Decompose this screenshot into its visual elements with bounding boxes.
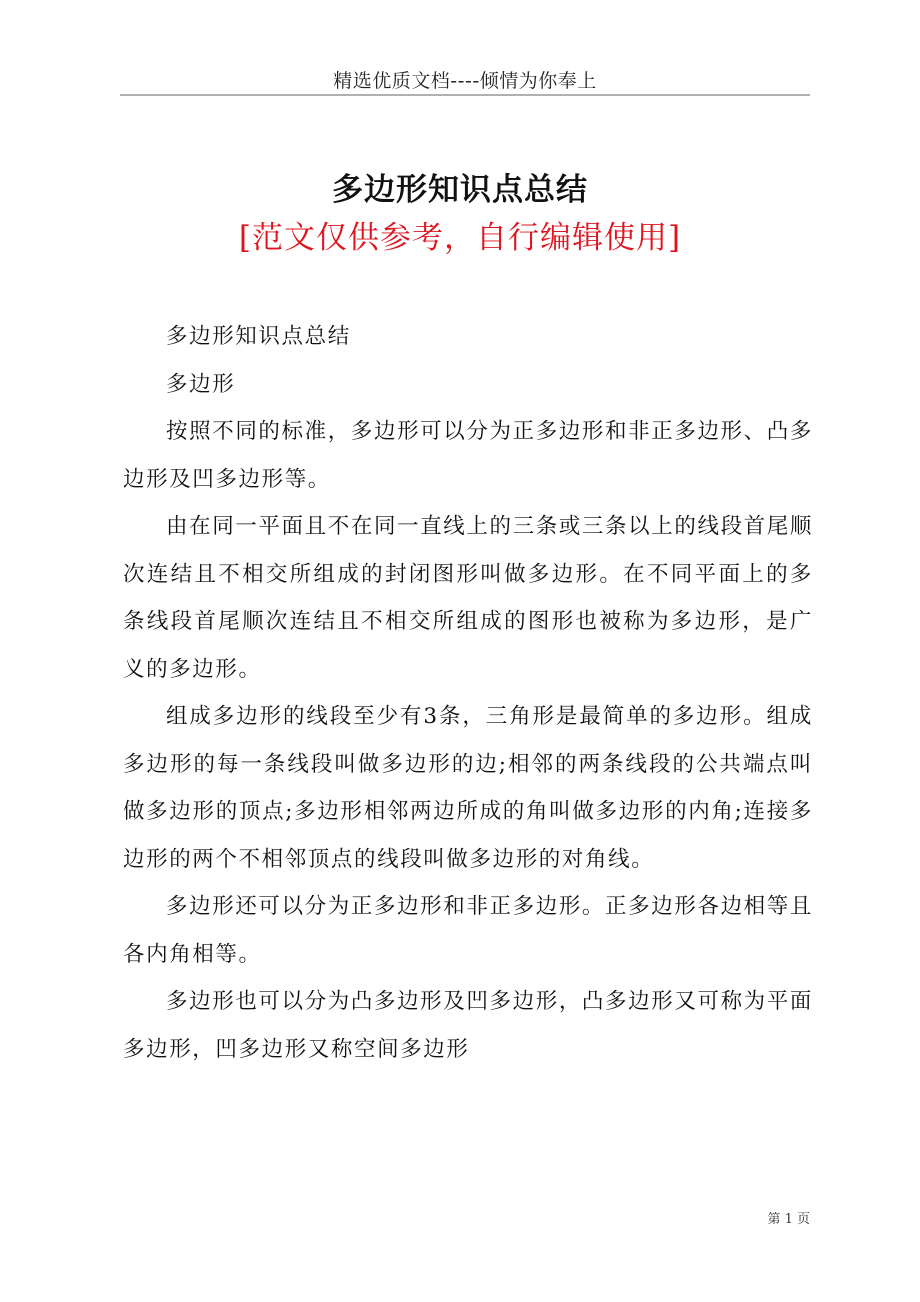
paragraph: 组成多边形的线段至少有3条，三角形是最简单的多边形。组成多边形的每一条线段叫做多边形的边;相邻的两条线段的公共端点叫做多边形的顶点;多边形相邻两边所成的角叫做多边形的内角;连接多边形的两个不相邻顶点的线段叫做多边形的对角线。: [123, 704, 813, 872]
paragraph: 按照不同的标准，多边形可以分为正多边形和非正多边形、凸多边形及凹多边形等。: [123, 419, 813, 492]
document-body: [123, 313, 813, 1073]
paragraph: 由在同一平面且不在同一直线上的三条或三条以上的线段首尾顺次连结且不相交所组成的封闭图形叫做多边形。在不同平面上的多条线段首尾顺次连结且不相交所组成的图形也被称为多边形，是广义的多边形。: [123, 514, 813, 682]
page-number: 第 1 页: [767, 1212, 810, 1227]
paragraph: 多边形还可以分为正多边形和非正多边形。正多边形各边相等且各内角相等。: [123, 894, 813, 967]
paragraph: 多边形也可以分为凸多边形及凹多边形，凸多边形又可称为平面多边形，凹多边形又称空间多边形: [123, 989, 813, 1062]
paragraph: 多边形知识点总结: [166, 324, 351, 349]
page-header: 精选优质文档----倾情为你奉上: [333, 70, 597, 92]
header-divider: [120, 94, 810, 96]
paragraph: 多边形: [166, 371, 236, 397]
document-subtitle: [范文仅供参考，自行编辑使用]: [238, 220, 682, 256]
document-title: 多边形知识点总结: [332, 172, 588, 208]
